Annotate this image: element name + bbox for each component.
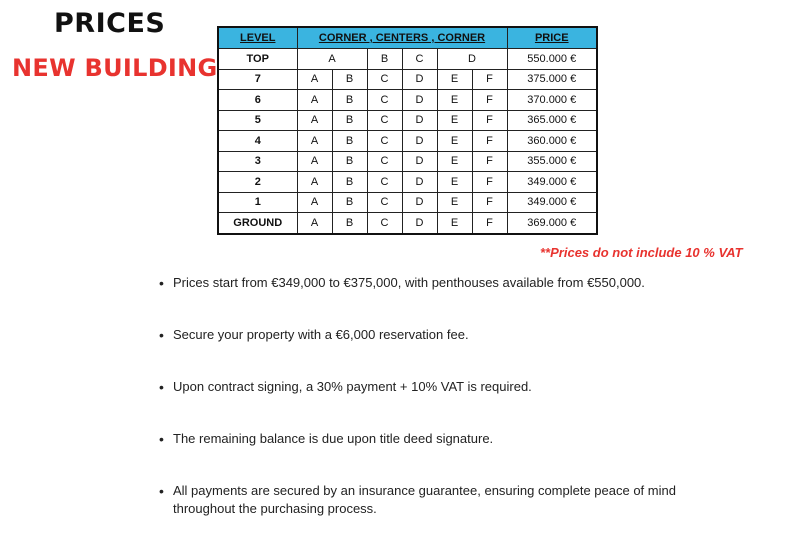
unit-cell: B [332,192,367,213]
table-row [218,172,597,193]
unit-cell: D [402,90,437,111]
unit-cell: C [367,213,402,234]
unit-cell: A [297,172,332,193]
level-cell: 4 [218,131,297,152]
table-row-top [218,49,597,70]
unit-cell: F [472,90,507,111]
level-cell: 7 [218,69,297,90]
unit-cell: B [332,90,367,111]
price-cell: 375.000 € [507,69,597,90]
list-item: • Prices start from €349,000 to €375,000, with penthouses available from €550,000. [155,274,695,292]
header-price: PRICE [507,27,597,49]
level-cell: 3 [218,151,297,172]
level-cell: 6 [218,90,297,111]
unit-cell: C [367,90,402,111]
unit-cell: D [402,192,437,213]
table-row [218,69,597,90]
price-table [217,26,598,235]
unit-cell: E [437,151,472,172]
unit-cell: B [332,110,367,131]
unit-cell: C [367,192,402,213]
unit-cell: A [297,110,332,131]
unit-cell: D [402,110,437,131]
unit-cell: E [437,90,472,111]
table-row [218,151,597,172]
price-cell: 370.000 € [507,90,597,111]
unit-cell: F [472,151,507,172]
unit-cell: C [367,131,402,152]
unit-cell: F [472,192,507,213]
unit-cell: F [472,69,507,90]
unit-cell: B [332,69,367,90]
unit-cell: D [402,69,437,90]
level-cell: GROUND [218,213,297,234]
unit-cell: A [297,213,332,234]
unit-cell: E [437,110,472,131]
unit-cell: A [297,90,332,111]
unit-cell: D [402,172,437,193]
unit-cell: D [402,131,437,152]
price-cell: 349.000 € [507,172,597,193]
unit-cell: E [437,213,472,234]
unit-cell: B [332,151,367,172]
unit-cell: C [367,110,402,131]
unit-cell: C [367,69,402,90]
unit-cell: A [297,192,332,213]
unit-cell: F [472,110,507,131]
table-row [218,213,597,234]
level-cell: 5 [218,110,297,131]
unit-cell: F [472,213,507,234]
price-cell: 360.000 € [507,131,597,152]
price-cell: 550.000 € [507,49,597,70]
info-list [155,270,695,518]
list-item: • Secure your property with a €6,000 reservation fee. [155,326,695,344]
unit-cell: B [367,49,402,70]
page-title: PRICES [54,8,166,39]
price-cell: 349.000 € [507,192,597,213]
page-subtitle: NEW BUILDING [12,54,218,82]
table-header-row [218,27,597,49]
header-units: CORNER , CENTERS , CORNER [297,27,507,49]
price-cell: 365.000 € [507,110,597,131]
table-row [218,192,597,213]
level-cell: TOP [218,49,297,70]
price-cell: 355.000 € [507,151,597,172]
unit-cell: C [367,151,402,172]
vat-note: **Prices do not include 10 % VAT [540,245,743,260]
unit-cell: B [332,213,367,234]
list-item: • The remaining balance is due upon title deed signature. [155,430,695,448]
unit-cell: D [402,151,437,172]
price-cell: 369.000 € [507,213,597,234]
unit-cell: E [437,131,472,152]
unit-cell: C [402,49,437,70]
table-row [218,90,597,111]
list-item: • Upon contract signing, a 30% payment + 10% VAT is required. [155,378,695,396]
unit-cell: F [472,131,507,152]
unit-cell: B [332,172,367,193]
unit-cell: A [297,151,332,172]
unit-cell: A [297,49,367,70]
unit-cell: E [437,172,472,193]
list-item: • All payments are secured by an insurance guarantee, ensuring complete peace of mind throughout the purchasing process. [155,482,695,518]
unit-cell: E [437,192,472,213]
level-cell: 2 [218,172,297,193]
table-row [218,131,597,152]
level-cell: 1 [218,192,297,213]
unit-cell: E [437,69,472,90]
unit-cell: A [297,69,332,90]
unit-cell: C [367,172,402,193]
unit-cell: D [402,213,437,234]
unit-cell: A [297,131,332,152]
table-row [218,110,597,131]
unit-cell: F [472,172,507,193]
unit-cell: B [332,131,367,152]
unit-cell: D [437,49,507,70]
header-level: LEVEL [218,27,297,49]
